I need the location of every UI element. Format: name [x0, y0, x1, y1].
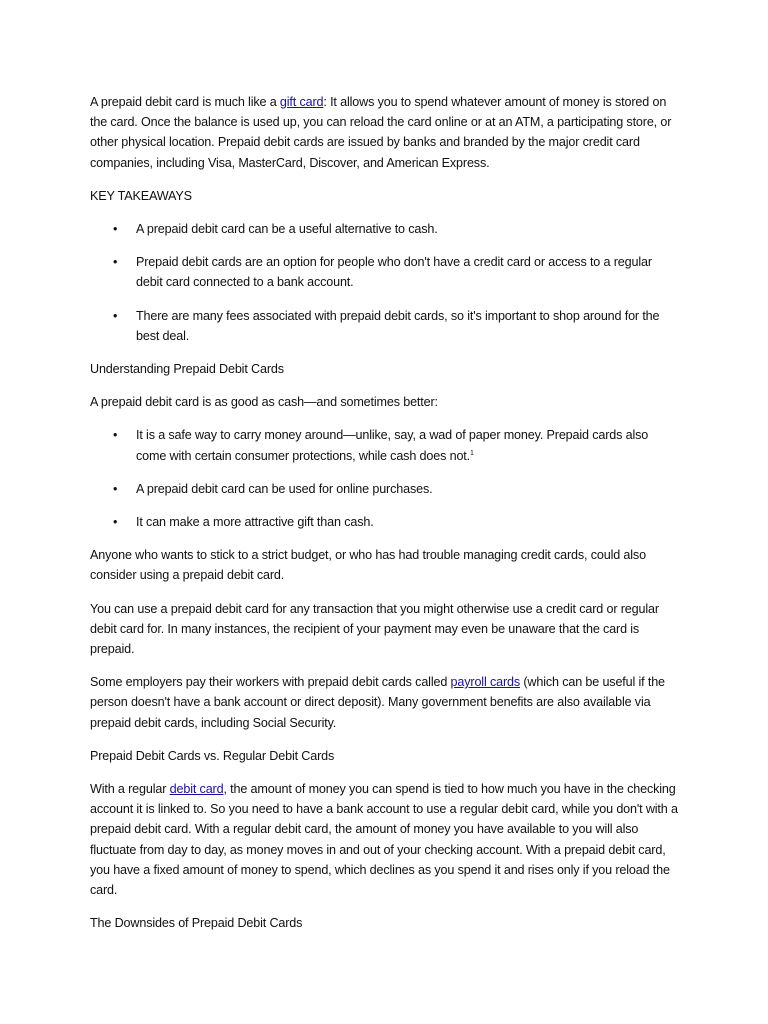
list-item: • Prepaid debit cards are an option for people who don't have a credit card or access to a regular debit card connected to a bank account.	[90, 252, 680, 292]
payroll-paragraph: Some employers pay their workers with prepaid debit cards called payroll cards (which can be useful if the person doesn't have a bank account or direct deposit). Many government benefits are also available via prepaid debit cards, including Social Security.	[90, 675, 665, 730]
intro-text-1: A prepaid debit card is much like a	[90, 95, 280, 109]
bullet-icon: •	[113, 308, 118, 323]
understanding-list	[90, 425, 680, 532]
bullet-icon: •	[113, 255, 118, 270]
bullet-icon: •	[113, 428, 118, 443]
footnote-marker[interactable]: 1	[470, 449, 474, 457]
intro-paragraph	[90, 92, 680, 173]
understanding-lead: A prepaid debit card is as good as cash—and sometimes better:	[90, 395, 438, 410]
key-takeaways-list	[90, 219, 680, 346]
list-item: • It can make a more attractive gift than cash.	[90, 512, 680, 532]
list-item: • A prepaid debit card can be a useful alternative to cash.	[90, 219, 680, 239]
intro-text-2: : It allows you to spend whatever amount of money is stored on the card. Once the balance is used up, you can reload the card online or at an ATM, a participating store, or other physical location. Prepaid debit cards are issued by banks and branded by the major credit card companies, including Visa, MasterCard, Discover, and American Express.	[90, 95, 672, 170]
key-takeaways-heading: KEY TAKEAWAYS	[90, 188, 192, 203]
section-heading-vs-regular: Prepaid Debit Cards vs. Regular Debit Cards	[90, 748, 335, 763]
payroll-cards-link[interactable]: payroll cards	[450, 675, 520, 690]
bullet-icon: •	[113, 481, 118, 496]
list-item: • There are many fees associated with prepaid debit cards, so it's important to shop around for the best deal.	[90, 306, 680, 346]
section-heading-understanding: Understanding Prepaid Debit Cards	[90, 362, 284, 377]
list-item: • It is a safe way to carry money around—unlike, say, a wad of paper money. Prepaid cards also come with certain consumer protections, while cash does not.$^1$	[90, 425, 680, 465]
gift-card-link[interactable]: gift card	[279, 95, 324, 109]
bullet-icon: •	[113, 515, 118, 530]
debit-card-link[interactable]: debit card	[169, 782, 224, 797]
list-item: • A prepaid debit card can be used for online purchases.	[90, 479, 680, 499]
bullet-icon: •	[113, 222, 118, 237]
transaction-paragraph: You can use a prepaid debit card for any transaction that you might otherwise use a credit card or regular debit card for. In many instances, the recipient of your payment may even be unaware that the card is prepaid.	[90, 601, 659, 657]
section-heading-downsides: The Downsides of Prepaid Debit Cards	[90, 916, 303, 931]
budget-paragraph: Anyone who wants to stick to a strict budget, or who has had trouble managing credit cards, could also consider using a prepaid debit card.	[90, 548, 646, 583]
vs-regular-paragraph: With a regular debit card, the amount of money you can spend is tied to how much you have in the checking account it is linked to. So you need to have a bank account to use a regular debit card, while you don't with a prepaid debit card. With a regular debit card, the amount of money you have available to you will also fluctuate from day to day, as money moves in and out of your checking account. With a prepaid debit card, you have a fixed amount of money to spend, which declines as you spend it and rises only if you reload the card.	[90, 782, 678, 898]
